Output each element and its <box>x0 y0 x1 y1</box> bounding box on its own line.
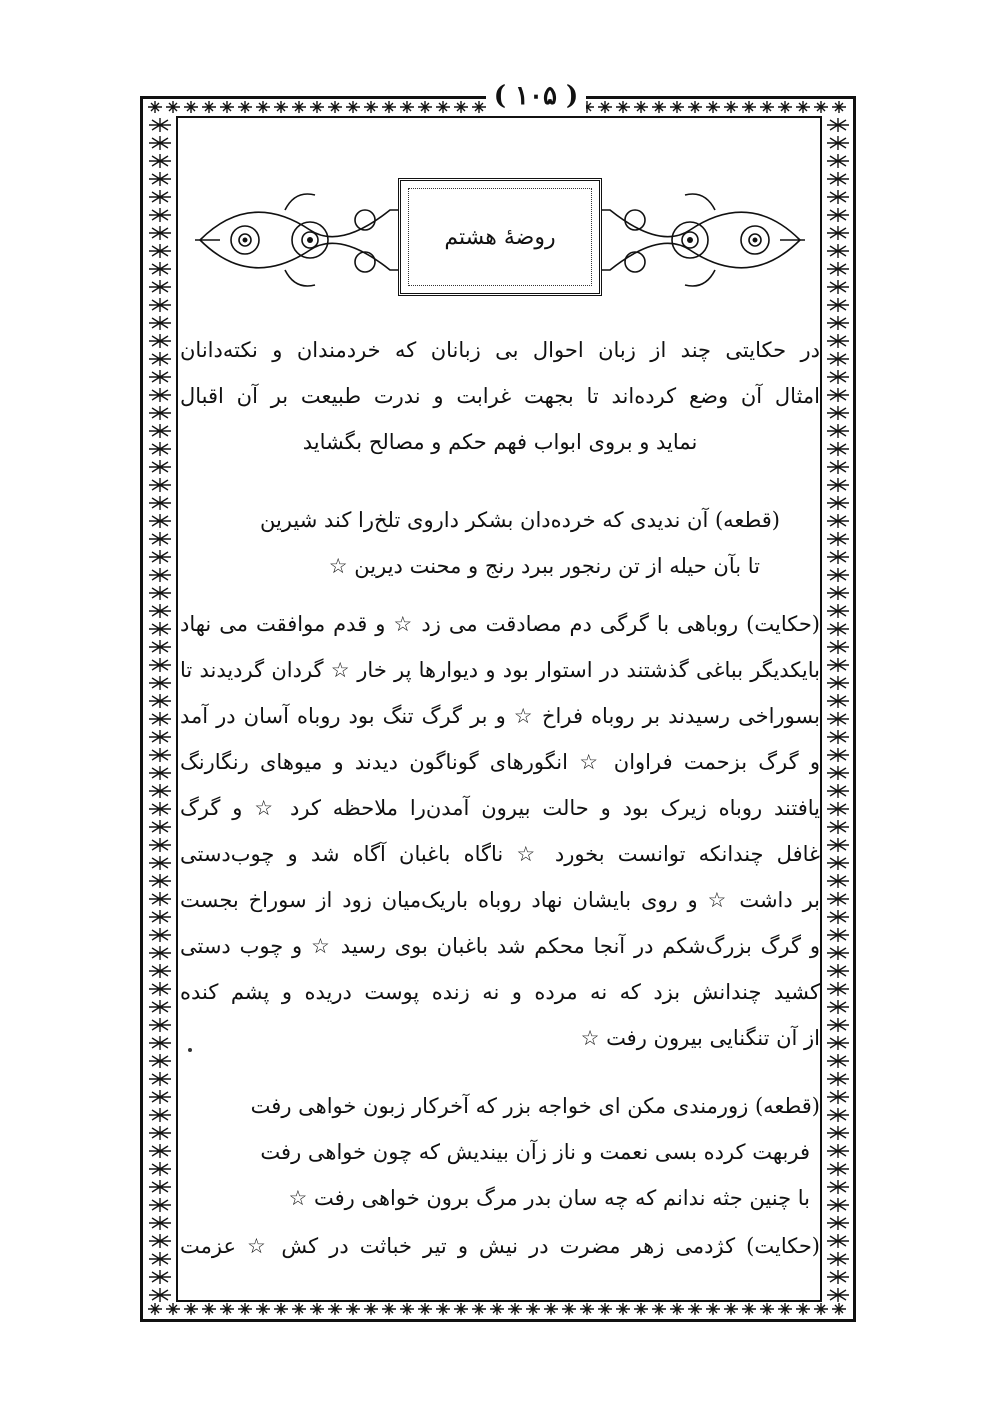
page-number: ( ۱۰۵ ) <box>486 76 586 116</box>
ink-dot <box>188 1048 192 1052</box>
text-line: و گرگ بزرگ‌شکم در آنجا محکم شد باغبان بوی رسید ☆ و چوب دستی <box>180 934 820 958</box>
text-line: بایکدیگر بباغی گذشتند در استوار بود و دیوارها پر خار ☆ گردان گردیدند تا <box>180 658 820 682</box>
text-line: غافل چندانکه توانست بخورد ☆ ناگاه باغبان آگاه شد و چوب‌دستی <box>180 842 820 866</box>
text-line: (حکایت) کژدمی زهر مضرت در نیش و تیر خباثت در کش ☆ عزمت <box>180 1234 820 1258</box>
left-ornament-band <box>146 116 174 1302</box>
qita-verse-2 <box>180 1094 820 1234</box>
text-line: نماید و بروی ابواب فهم حکم و مصالح بگشاید <box>302 430 698 454</box>
verse-line: تا بآن حیله از تن رنجور ببرد رنج و محنت دیرین ☆ <box>328 554 760 578</box>
verse-line: (قطعه) آن ندیدی که خرده‌دان بشکر داروی تلخ‌را کند شیرین <box>259 508 780 532</box>
intro-paragraph <box>180 338 820 478</box>
chapter-title: روضهٔ هشتم <box>444 224 556 250</box>
floral-band-icon <box>146 116 174 1302</box>
verse-line: با چنین جثه ندانم که چه سان بدر مرگ برون خواهی رفت ☆ <box>288 1186 810 1210</box>
bottom-ornament-band <box>146 1302 850 1316</box>
text-line: بر داشت ☆ و روی بایشان نهاد روباه باریک‌میان زود از سوراخ بجست <box>180 888 820 912</box>
floral-band-icon <box>146 1302 850 1316</box>
verse-line: فربهت کرده بسی نعمت و ناز زآن بیندیش که چون خواهی رفت <box>260 1140 810 1164</box>
qita-verse-1 <box>180 508 820 598</box>
story-scorpion <box>180 1234 820 1274</box>
story-fox-wolf <box>180 612 820 1072</box>
right-ornament-band <box>824 116 852 1302</box>
text-line: و گرگ بزحمت فراوان ☆ انگورهای گوناگون دیدند و میوهای رنگارنگ <box>180 750 820 774</box>
text-line: (حکایت) روباهی با گرگی دم مصادقت می زد ☆ و قدم موافقت می نهاد <box>180 612 820 636</box>
text-line: امثال آن وضع کرده‌اند تا بجهت غرابت و ندرت طبیعت بر آن اقبال <box>180 384 820 408</box>
text-line: در حکایتی چند از زبان احوال بی زبانان که خردمندان و نکته‌دانان <box>180 338 820 362</box>
text-line: یافتند روباه زیرک بود و حالت بیرون آمدن‌را ملاحظه کرد ☆ و گرگ <box>180 796 820 820</box>
chapter-title-cartouche <box>398 178 602 296</box>
text-line: بسوراخی رسیدند بر روباه فراخ ☆ و بر گرگ تنگ بود روباه آسان در آمد <box>180 704 820 728</box>
floral-band-icon <box>824 116 852 1302</box>
verse-line: (قطعه) زورمندی مکن ای خواجه بزر که آخرکار زبون خواهی رفت <box>250 1094 820 1118</box>
text-line: از آن تنگنایی بیرون رفت ☆ <box>580 1026 820 1050</box>
text-line: کشید چندانش بزد که نه مرده و نه زنده پوست دریده و پشم کنده <box>180 980 820 1004</box>
